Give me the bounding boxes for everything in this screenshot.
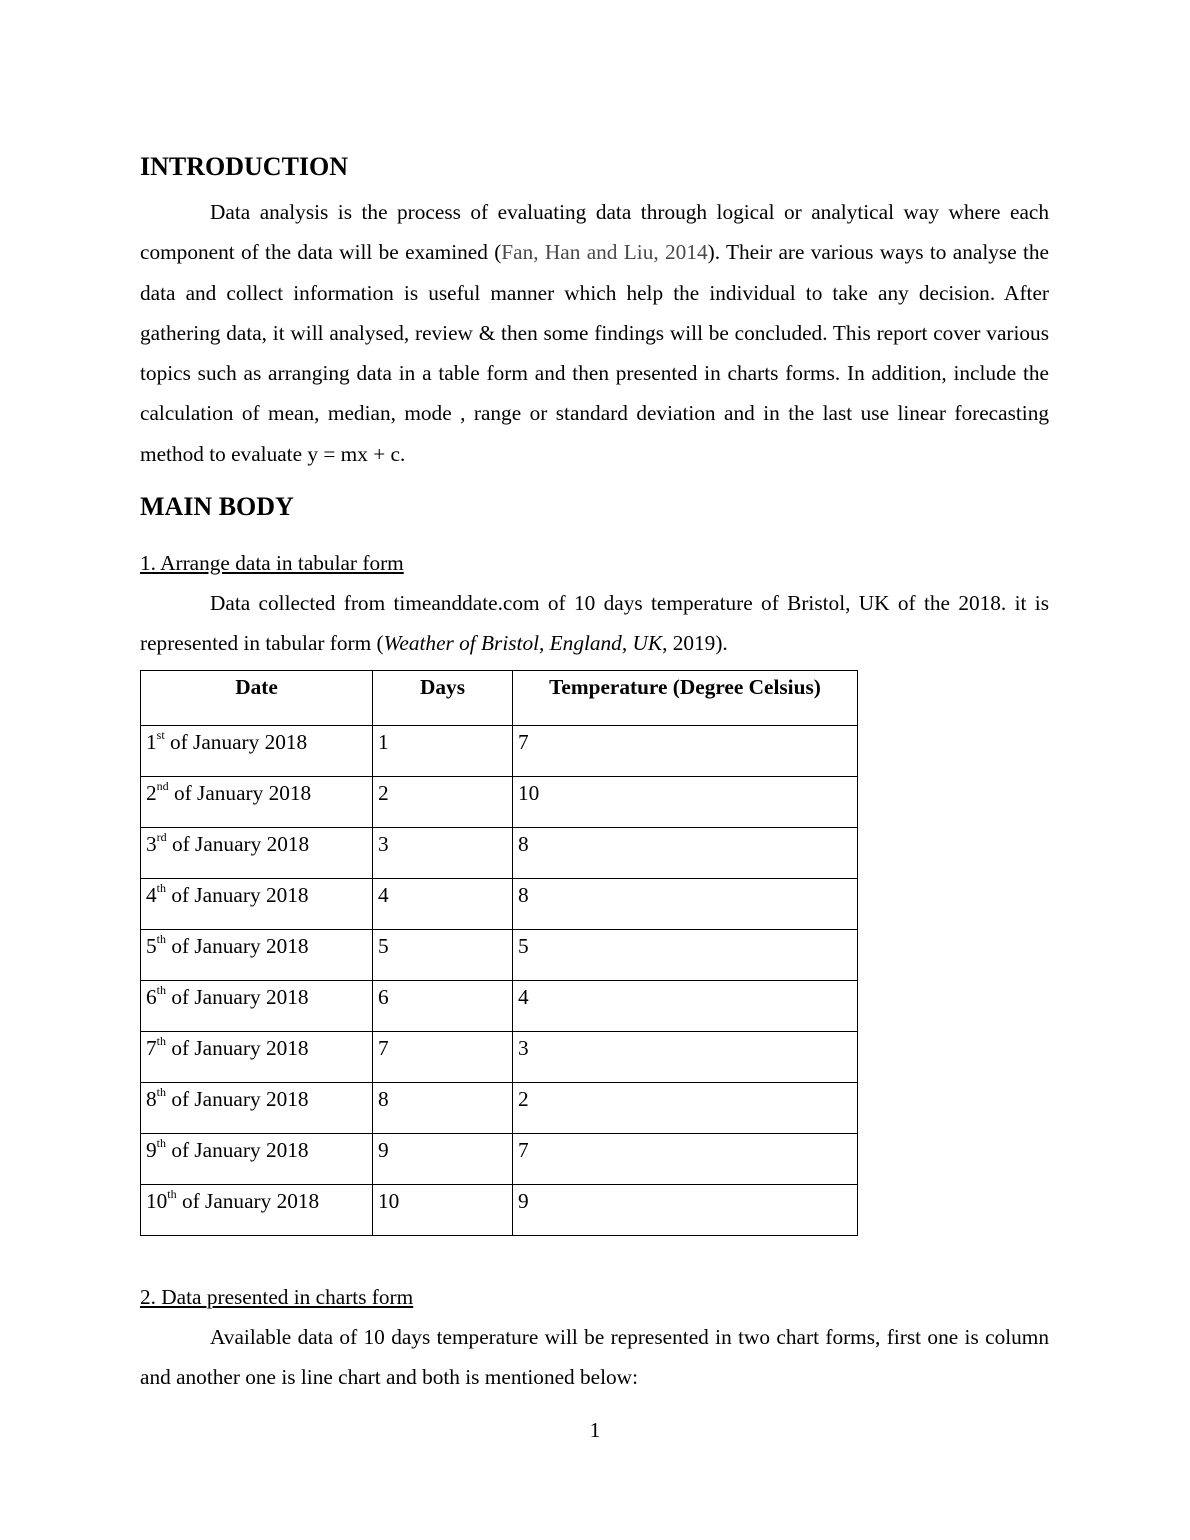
date-ordinal-suffix: th	[156, 932, 166, 946]
introduction-paragraph	[140, 192, 1049, 474]
date-day-number: 2	[146, 781, 157, 805]
date-day-number: 3	[146, 832, 157, 856]
temperature-table	[140, 670, 858, 1236]
table-row	[141, 1032, 858, 1083]
table-header-row	[141, 671, 858, 726]
temperature-cell: 2	[513, 1083, 858, 1134]
date-cell	[141, 981, 373, 1032]
date-day-number: 9	[146, 1138, 157, 1162]
date-cell	[141, 930, 373, 981]
date-ordinal-suffix: th	[156, 1034, 166, 1048]
table-row	[141, 981, 858, 1032]
table-row	[141, 1134, 858, 1185]
temperature-cell: 10	[513, 777, 858, 828]
date-month-year: of January 2018	[166, 934, 309, 958]
date-month-year: of January 2018	[166, 1087, 309, 1111]
date-cell	[141, 1083, 373, 1134]
table-row	[141, 777, 858, 828]
temperature-cell: 9	[513, 1185, 858, 1236]
main-body-heading: MAIN BODY	[140, 492, 294, 521]
date-cell	[141, 1032, 373, 1083]
date-ordinal-suffix: th	[156, 983, 166, 997]
section-1-title: 1. Arrange data in tabular form	[140, 551, 404, 575]
table-row	[141, 828, 858, 879]
temperature-cell: 4	[513, 981, 858, 1032]
intro-text-start: Data analysis is the process of evaluating data through logical or analytical way where each component of the data will be examined (	[140, 200, 1049, 265]
header-days: Days	[373, 671, 513, 726]
date-cell	[141, 828, 373, 879]
table-row	[141, 879, 858, 930]
table-body	[141, 726, 858, 1236]
date-cell	[141, 1185, 373, 1236]
days-cell: 5	[373, 930, 513, 981]
date-ordinal-suffix: th	[156, 881, 166, 895]
temperature-cell: 5	[513, 930, 858, 981]
date-month-year: of January 2018	[166, 985, 309, 1009]
section-1-paragraph	[140, 583, 1049, 664]
days-cell: 4	[373, 879, 513, 930]
temperature-cell: 3	[513, 1032, 858, 1083]
table-row	[141, 726, 858, 777]
section-2-title: 2. Data presented in charts form	[140, 1285, 414, 1309]
section-1-text-start: Data collected from timeanddate.com of 10 days temperature of Bristol, UK of the 2018. it is represented in tabular form (	[140, 591, 1049, 656]
date-ordinal-suffix: th	[156, 1085, 166, 1099]
days-cell: 7	[373, 1032, 513, 1083]
date-month-year: of January 2018	[166, 1036, 309, 1060]
intro-text-end: ). Their are various ways to analyse the data and collect information is useful manner which help the individual to take any decision. After gathering data, it will analysed, review & then some findings will be concluded. This report cover various topics such as arranging data in a table form and then presented in charts forms. In addition, include the calculation of mean, median, mode , range or standard deviation and in the last use linear forecasting method to evaluate y = mx + c.	[140, 240, 1049, 466]
date-cell	[141, 726, 373, 777]
date-month-year: of January 2018	[168, 781, 312, 805]
days-cell: 9	[373, 1134, 513, 1185]
date-ordinal-suffix: th	[156, 1136, 166, 1150]
days-cell: 6	[373, 981, 513, 1032]
temperature-cell: 8	[513, 879, 858, 930]
temperature-cell: 7	[513, 1134, 858, 1185]
table-row	[141, 1185, 858, 1236]
date-day-number: 4	[146, 883, 157, 907]
date-day-number: 8	[146, 1087, 157, 1111]
date-day-number: 7	[146, 1036, 157, 1060]
date-cell	[141, 1134, 373, 1185]
citation-link[interactable]: Fan, Han and Liu, 2014	[501, 240, 708, 265]
date-month-year: of January 2018	[176, 1189, 320, 1213]
header-temperature: Temperature (Degree Celsius)	[513, 671, 858, 726]
source-title: Weather of Bristol, England, UK	[383, 631, 663, 656]
date-day-number: 5	[146, 934, 157, 958]
temperature-cell: 8	[513, 828, 858, 879]
date-month-year: of January 2018	[166, 1138, 309, 1162]
page-number: 1	[589, 1418, 601, 1442]
section-1-text-end: , 2019).	[662, 631, 728, 656]
days-cell: 10	[373, 1185, 513, 1236]
date-month-year: of January 2018	[166, 832, 310, 856]
days-cell: 1	[373, 726, 513, 777]
date-ordinal-suffix: th	[167, 1187, 177, 1201]
date-cell	[141, 777, 373, 828]
date-ordinal-suffix: nd	[156, 779, 169, 793]
date-month-year: of January 2018	[166, 883, 309, 907]
date-day-number: 6	[146, 985, 157, 1009]
header-date: Date	[141, 671, 373, 726]
temperature-cell: 7	[513, 726, 858, 777]
date-ordinal-suffix: st	[156, 728, 165, 742]
date-ordinal-suffix: rd	[156, 830, 167, 844]
section-2-paragraph: Available data of 10 days temperature will be represented in two chart forms, first one is column and another one is line chart and both is mentioned below:	[140, 1325, 1049, 1390]
introduction-heading: INTRODUCTION	[140, 152, 349, 181]
table-row	[141, 1083, 858, 1134]
days-cell: 8	[373, 1083, 513, 1134]
date-day-number: 10	[146, 1189, 168, 1213]
table-row	[141, 930, 858, 981]
days-cell: 2	[373, 777, 513, 828]
date-month-year: of January 2018	[164, 730, 308, 754]
date-cell	[141, 879, 373, 930]
date-day-number: 1	[146, 730, 157, 754]
days-cell: 3	[373, 828, 513, 879]
